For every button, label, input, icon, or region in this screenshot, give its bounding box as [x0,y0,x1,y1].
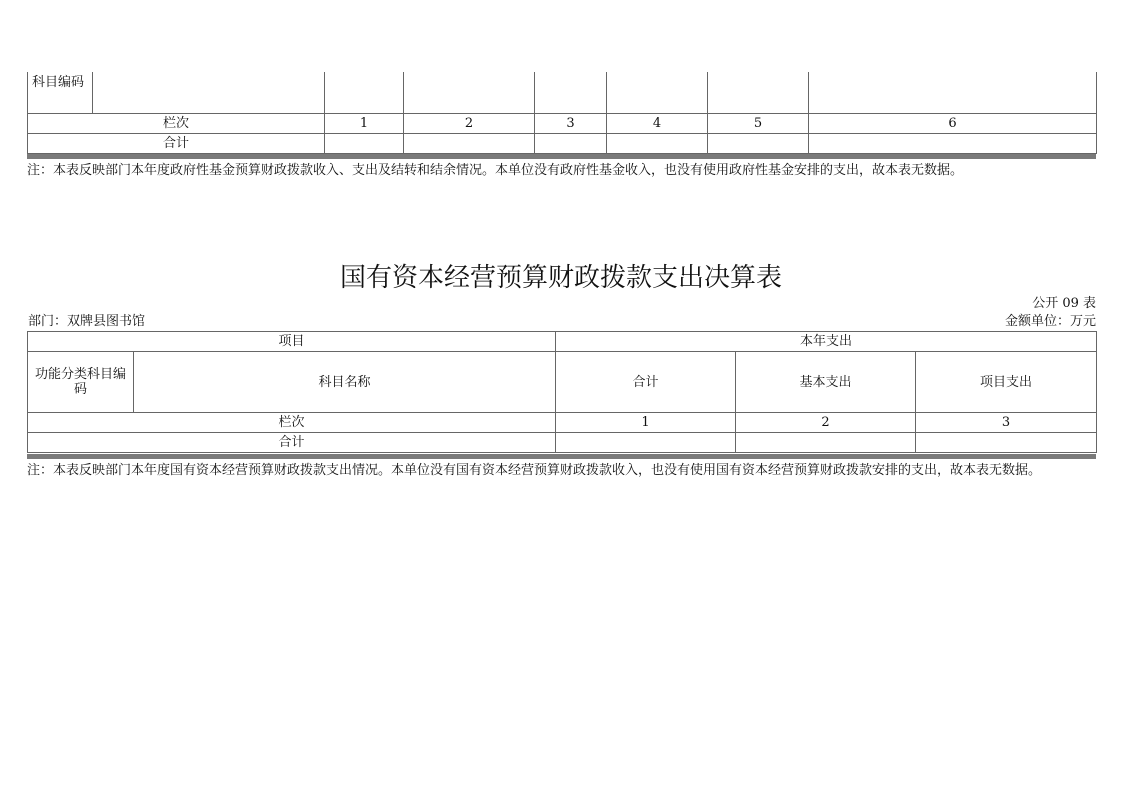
column-number: 2 [736,413,916,433]
column-index-label: 栏次 [28,113,325,133]
basic-expenditure-header: 基本支出 [736,352,916,413]
table-bottom-rule [27,454,1096,459]
total-label: 合计 [28,433,556,453]
column-number: 1 [556,413,736,433]
column-number: 4 [607,113,708,133]
table1-note: 注：本表反映部门本年度政府性基金预算财政拨款收入、支出及结转和结余情况。本单位没有政府性基金收入，也没有使用政府性基金安排的支出，故本表无数据。 [27,163,964,178]
column-number: 2 [404,113,535,133]
header-item: 项目 [28,332,556,352]
column-number: 1 [325,113,404,133]
column-index-label: 栏次 [28,413,556,433]
subject-code-label: 科目编码 [28,72,93,113]
column-number: 5 [708,113,809,133]
table-row [28,133,1097,153]
fund-budget-table [27,72,1097,154]
table2-note: 注：本表反映部门本年度国有资本经营预算财政拨款支出情况。本单位没有国有资本经营预算财政拨款收入，也没有使用国有资本经营预算财政拨款安排的支出，故本表无数据。 [27,463,1042,478]
amount-unit: 金额单位：万元 [1004,314,1096,329]
subject-name-label: 科目名称 [134,352,556,413]
table-row [28,72,1097,113]
project-expenditure-header: 项目支出 [916,352,1097,413]
page-title: 国有资本经营预算财政拨款支出决算表 [339,263,782,293]
state-capital-expenditure-table [27,331,1097,453]
column-number: 6 [809,113,1097,133]
header-expenditure: 本年支出 [556,332,1097,352]
total-label: 合计 [28,133,325,153]
table-row [28,332,1097,352]
column-number: 3 [535,113,607,133]
table-row [28,413,1097,433]
function-code-label: 功能分类科目编码 [28,352,134,413]
subtotal-header: 合计 [556,352,736,413]
form-number: 公开 09 表 [1032,296,1096,311]
table-row [28,433,1097,453]
column-number: 3 [916,413,1097,433]
department-label: 部门：双牌县图书馆 [28,314,146,329]
table-row [28,352,1097,413]
table-bottom-rule [27,154,1096,159]
table-row [28,113,1097,133]
